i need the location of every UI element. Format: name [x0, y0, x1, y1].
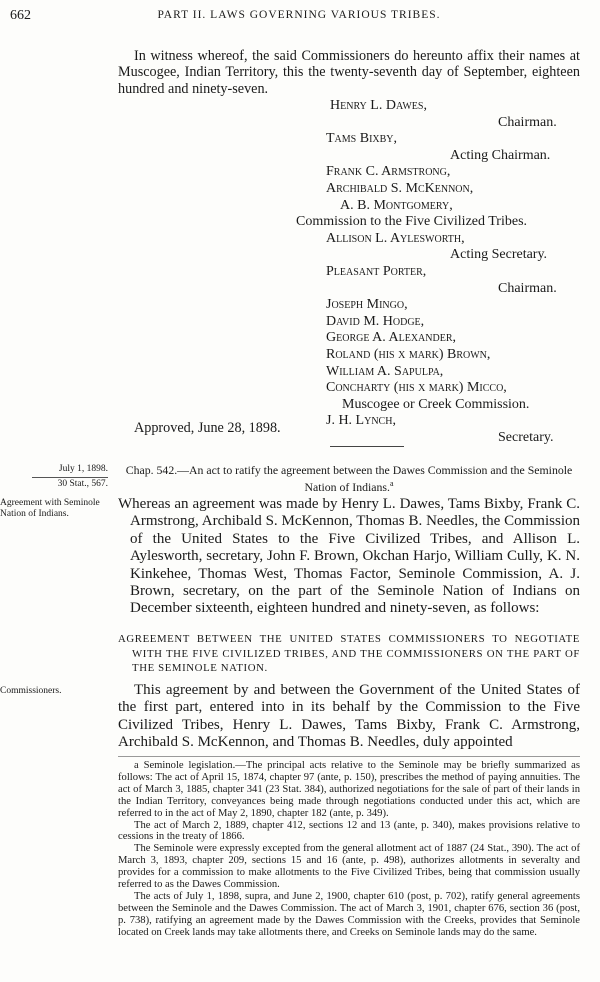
signature-line: [118, 164, 580, 181]
signature-line: [118, 131, 580, 148]
sidenote-agreement: Agreement with Seminole Nation of Indians.: [0, 498, 100, 519]
signatory-title: Commission to the Five Civilized Tribes.: [296, 214, 528, 230]
signatory-title: Muscogee or Creek Commission.: [342, 396, 530, 412]
signature-line: [118, 330, 580, 347]
signature-line: [118, 297, 580, 314]
page-number: 662: [10, 8, 31, 23]
signature-line: [118, 247, 580, 264]
footnotes: [118, 760, 580, 939]
footnote-marker: a: [389, 479, 394, 488]
signature-line: [118, 380, 580, 397]
signatory-name: Tams Bixby,: [326, 131, 398, 147]
signatory-name: Archibald S. McKennon,: [326, 180, 474, 196]
footnote-1: a Seminole legislation.—The principal acts relative to the Seminole may be briefly summarized as follows: The act of April 15, 1874, chapter 97 (ante, p. 150), prescribes the method of paying annuities. The act of March 3, 1885, chapter 341 (23 Stat. 384), authorized negotiations for the sale of part of their lands in the Indian Territory, conveyances being made through negotiations conducted under this act, which are referred to in the act of May 2, 1890, chapter 182 (ante, p. 349).: [118, 760, 580, 819]
signature-line: [118, 314, 580, 331]
signatory-name: A. B. Montgomery,: [340, 197, 453, 213]
signatory-title: Secretary.: [498, 429, 554, 445]
chapter-title: Chap. 542.—An act to ratify the agreement between the Dawes Commission and the Seminole Nation of Indians.: [125, 463, 573, 494]
agreement-heading-section: [118, 632, 580, 676]
footnote-divider: [118, 756, 580, 757]
footnote-3: The Seminole were expressly excepted from the general allotment act of 1887 (24 Stat., 390). The act of March 3, 1893, chapter 209, sections 15 and 16 (ante, p. 498), authorizes allotments in severalty and provides for a commission to make allotments to the Five Civilized Tribes, being that commission usually referred to as the Dawes Commission.: [118, 843, 580, 891]
signature-line: [118, 264, 580, 281]
sidenote-commissioners: Commissioners.: [0, 686, 62, 696]
signatory-name: George A. Alexander,: [326, 330, 456, 346]
signature-line: [118, 281, 580, 298]
signature-line: [118, 115, 580, 132]
signature-line: [118, 364, 580, 381]
signature-line: [118, 148, 580, 165]
agreement-paragraph: This agreement by and between the Government of the United States of the first part, entered into in its behalf by the Commission to the Five Civilized Tribes, Henry L. Dawes, Tams Bixby, Frank C. Armstrong, Archibald S. McKennon, and Thomas B. Needles, duly appointed: [118, 682, 580, 751]
signatory-name: J. H. Lynch,: [326, 413, 396, 429]
sidenote-statute: 30 Stat., 567.: [32, 477, 108, 490]
witness-paragraph: In witness whereof, the said Commissioners do hereunto affix their names at Muscogee, Indian Territory, this the twenty-seventh day of September, eighteen hundred and ninety-seven.: [118, 48, 580, 97]
signatory-title: Chairman.: [498, 114, 557, 130]
running-head: PART II. LAWS GOVERNING VARIOUS TRIBES.: [157, 9, 441, 21]
section-divider: [330, 446, 404, 447]
signature-line: [118, 214, 580, 231]
signatory-name: Roland (his x mark) Brown,: [326, 346, 491, 362]
whereas-section: [118, 496, 580, 618]
signatory-title: Chairman.: [498, 280, 557, 296]
sidenote-date: July 1, 1898.: [58, 464, 108, 474]
page-header: [10, 8, 588, 28]
signatory-name: Allison L. Aylesworth,: [326, 230, 465, 246]
signatory-title: Acting Secretary.: [450, 247, 548, 263]
signature-line: [118, 397, 580, 414]
signatory-name: David M. Hodge,: [326, 313, 425, 329]
signature-line: [118, 98, 580, 115]
signatory-title: Acting Chairman.: [450, 147, 551, 163]
signatory-name: Joseph Mingo,: [326, 297, 408, 313]
signatory-name: Henry L. Dawes,: [330, 98, 427, 113]
signatory-name: Concharty (his x mark) Micco,: [326, 380, 507, 396]
whereas-paragraph: Whereas an agreement was made by Henry L. Dawes, Tams Bixby, Frank C. Armstrong, Archibald S. McKennon, Thomas B. Needles, the Commission of the United States to the Five Civilized Tribes, and Allison L. Aylesworth, secretary, John F. Brown, Okchan Harjo, William Cully, K. N. Kinkehee, Thomas West, Thomas Factor, Seminole Commission, A. J. Brown, secretary, on the part of the Seminole Nation of Indians on December sixteenth, eighteen hundred and ninety-seven, as follows:: [118, 496, 580, 617]
signature-line: [118, 198, 580, 215]
signature-line: [118, 181, 580, 198]
footnote-2: The act of March 2, 1889, chapter 412, sections 12 and 13 (ante, p. 340), makes provisions relative to cessions in the treaty of 1866.: [118, 819, 580, 843]
signatory-name: Frank C. Armstrong,: [326, 164, 451, 180]
chapter-heading: [118, 464, 580, 494]
signature-line: [118, 347, 580, 364]
signature-line: [118, 231, 580, 248]
signature-block: [118, 98, 580, 446]
approved-line: Approved, June 28, 1898.: [134, 420, 281, 436]
footnote-4: The acts of July 1, 1898, supra, and June 2, 1900, chapter 610 (post, p. 702), ratify general agreements between the Seminole and the Dawes Commission. The act of March 3, 1901, chapter 676, section 36 (post, p. 738), ratifying an agreement made by the Dawes Commission with the Creeks, provides that Seminole located on Creek lands may take allotments there, and Creeks on Seminole lands may do the same.: [118, 890, 580, 938]
agreement-section: [118, 682, 580, 752]
agreement-heading: AGREEMENT BETWEEN THE UNITED STATES COMMISSIONERS TO NEGOTIATE WITH THE FIVE CIVILIZED TRIBES, AND THE COMMISSIONERS ON THE PART OF THE SEMINOLE NATION.: [118, 633, 580, 674]
signatory-name: Pleasant Porter,: [326, 263, 427, 279]
signatory-name: William A. Sapulpa,: [326, 363, 444, 379]
witness-section: [118, 48, 580, 97]
